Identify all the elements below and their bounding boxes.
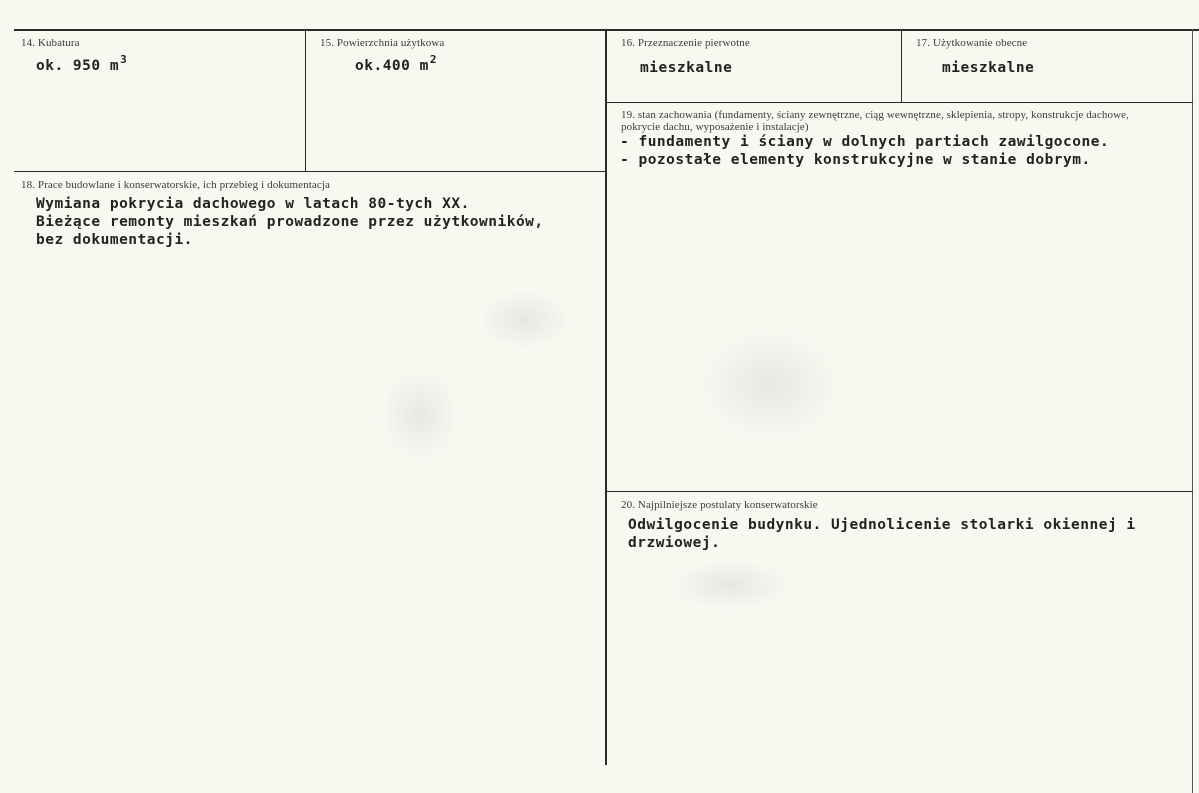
field-18-text: [36, 195, 544, 249]
field-17-label: 17. Użytkowanie obecne: [916, 37, 1028, 49]
scan-smudge: [670, 560, 790, 610]
scan-smudge: [700, 330, 840, 440]
divider-h-right-bottom: [606, 491, 1193, 492]
field-18-line: bez dokumentacji.: [36, 232, 193, 248]
scan-smudge: [380, 370, 460, 460]
field-18-line: Wymiana pokrycia dachowego w latach 80-tych XX.: [36, 196, 470, 212]
field-20-text: [628, 516, 1136, 552]
field-19-line: - fundamenty i ściany w dolnych partiach zawilgocone.: [620, 134, 1110, 150]
field-19-text: [620, 133, 1109, 169]
field-19-line: - pozostałe elementy konstrukcyjne w stanie dobrym.: [620, 152, 1091, 168]
field-16-label: 16. Przeznaczenie pierwotne: [621, 37, 750, 49]
field-20-line: Odwilgocenie budynku. Ujednolicenie stolarki okiennej i: [628, 517, 1136, 533]
field-18-line: Bieżące remonty mieszkań prowadzone przez użytkowników,: [36, 214, 544, 230]
scan-smudge: [480, 290, 570, 350]
field-14-value: ok. 950 $m^3$: [36, 53, 128, 74]
field-17-value: mieszkalne: [942, 60, 1035, 76]
field-18-label: 18. Prace budowlane i konserwatorskie, ich przebieg i dokumentacja: [21, 179, 330, 191]
divider-v-main: [605, 30, 607, 765]
field-20-line: drzwiowej.: [628, 535, 721, 551]
divider-v-16-17: [901, 30, 902, 102]
field-20-label: 20. Najpilniejsze postulaty konserwatorskie: [621, 499, 818, 511]
field-16-value: mieszkalne: [640, 60, 733, 76]
right-border: [1192, 29, 1193, 793]
field-15-label: 15. Powierzchnia użytkowa: [320, 37, 445, 49]
field-15-value: ok.400 $m^2$: [355, 53, 437, 74]
divider-v-14-15: [305, 30, 306, 172]
divider-h-right-top: [606, 102, 1193, 103]
field-14-label: 14. Kubatura: [21, 37, 80, 49]
field-19-label: 19. stan zachowania (fundamenty, ściany zewnętrzne, ciąg wewnętrzne, sklepienia, stropy, konstrukcje dachowe, pokrycie dachu, wyposażenie i instalacje): [621, 109, 1129, 133]
divider-h-left: [14, 171, 606, 172]
